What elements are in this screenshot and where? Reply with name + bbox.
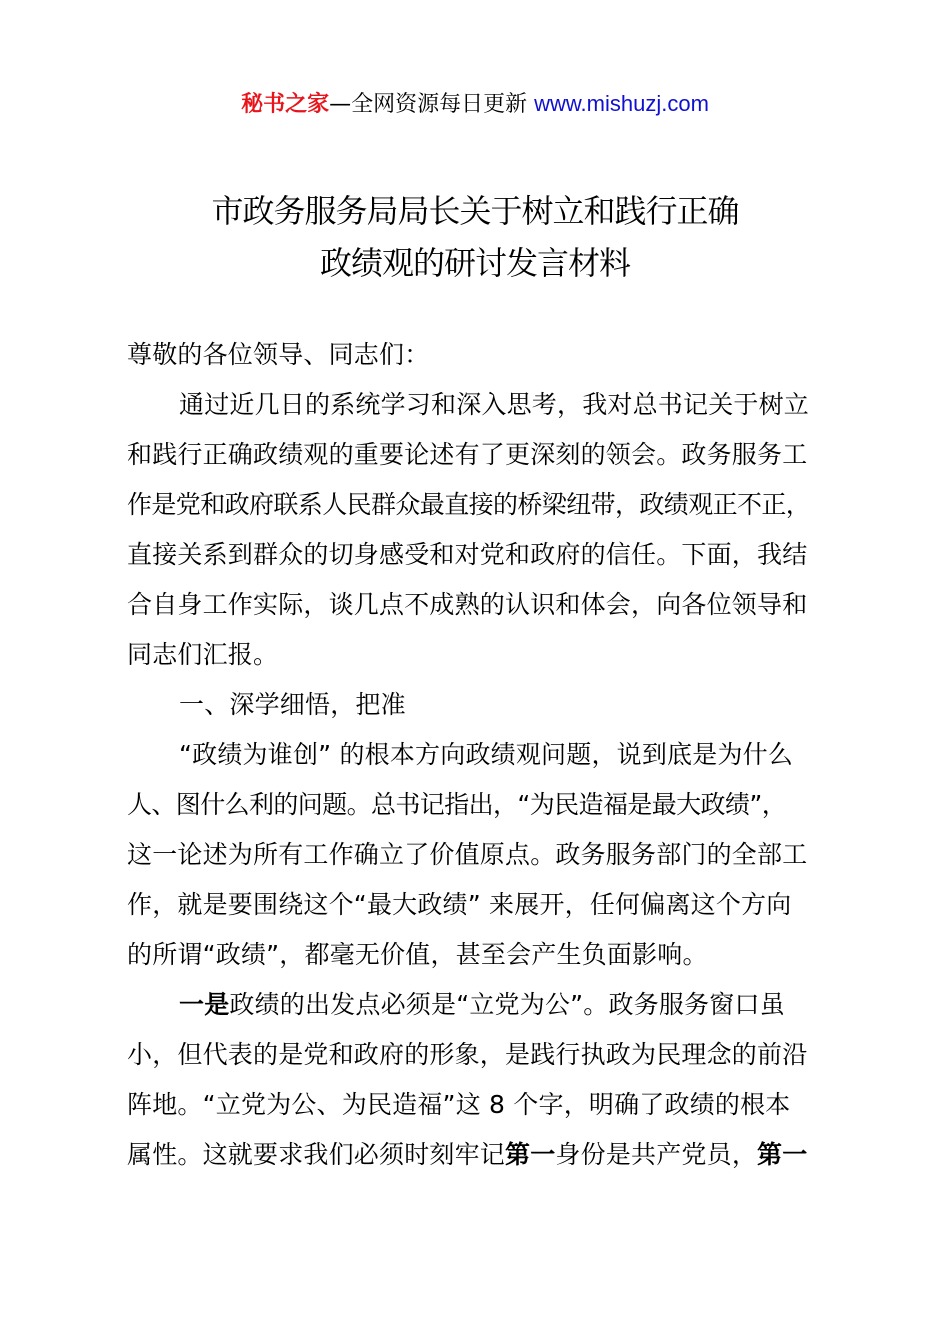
bold-span: 第一 (505, 1140, 556, 1169)
bold-lead: 一是 (179, 990, 230, 1019)
title-line-2: 政绩观的研讨发言材料 (319, 244, 630, 282)
salutation: 尊敬的各位领导、同志们： (127, 340, 430, 369)
text-line: 的所谓“政绩”，都毫无价值，甚至会产生负面影响。 (127, 940, 708, 969)
section-heading-1: 一、深学细悟，把准 (179, 690, 406, 719)
text-line: 合自身工作实际，谈几点不成熟的认识和体会，向各位领导和 (127, 590, 808, 619)
text-line: 和践行正确政绩观的重要论述有了更深刻的领会。政务服务工 (127, 440, 808, 469)
document-title (0, 185, 950, 289)
text-line (127, 1130, 833, 1180)
text-line: 人、图什么利的问题。总书记指出，“为民造福是最大政绩”， (127, 790, 787, 819)
text-span: 政绩的出发点必须是“立党为公”。政务服务窗口虽 (229, 990, 785, 1019)
site-header (0, 88, 950, 121)
text-span: 身份是共产党员， (555, 1140, 758, 1169)
header-tagline: —全网资源每日更新 (329, 92, 535, 117)
bold-span: 第一 (757, 1140, 808, 1169)
text-line: 阵地。“立党为公、为民造福”这 8 个字，明确了政绩的根本 (127, 1090, 791, 1119)
paragraph-1 (127, 380, 833, 680)
document-body (127, 330, 833, 1180)
paragraph-2 (127, 730, 833, 980)
brand-name: 秘书之家 (241, 92, 330, 117)
text-line: 小，但代表的是党和政府的形象，是践行执政为民理念的前沿 (127, 1040, 808, 1069)
text-line: 作是党和政府联系人民群众最直接的桥梁纽带，政绩观正不正， (127, 490, 811, 519)
text-line: 作，就是要围绕这个“最大政绩” 来展开，任何偏离这个方向 (127, 890, 792, 919)
text-line: 这一论述为所有工作确立了价值原点。政务服务部门的全部工 (127, 840, 808, 869)
title-line-1: 市政务服务局局长关于树立和践行正确 (211, 192, 739, 230)
site-url-link[interactable]: www.mishuzj.com (534, 91, 709, 116)
paragraph-3 (127, 980, 833, 1180)
text-line: 直接关系到群众的切身感受和对党和政府的信任。下面，我结 (127, 540, 808, 569)
text-line: “政绩为谁创” 的根本方向政绩观问题，说到底是为什么 (179, 740, 794, 769)
text-span: 属性。这就要求我们必须时刻牢记 (127, 1140, 506, 1169)
text-line (127, 980, 833, 1030)
text-line: 同志们汇报。 (127, 640, 279, 669)
text-line: 通过近几日的系统学习和深入思考，我对总书记关于树立 (179, 390, 810, 419)
